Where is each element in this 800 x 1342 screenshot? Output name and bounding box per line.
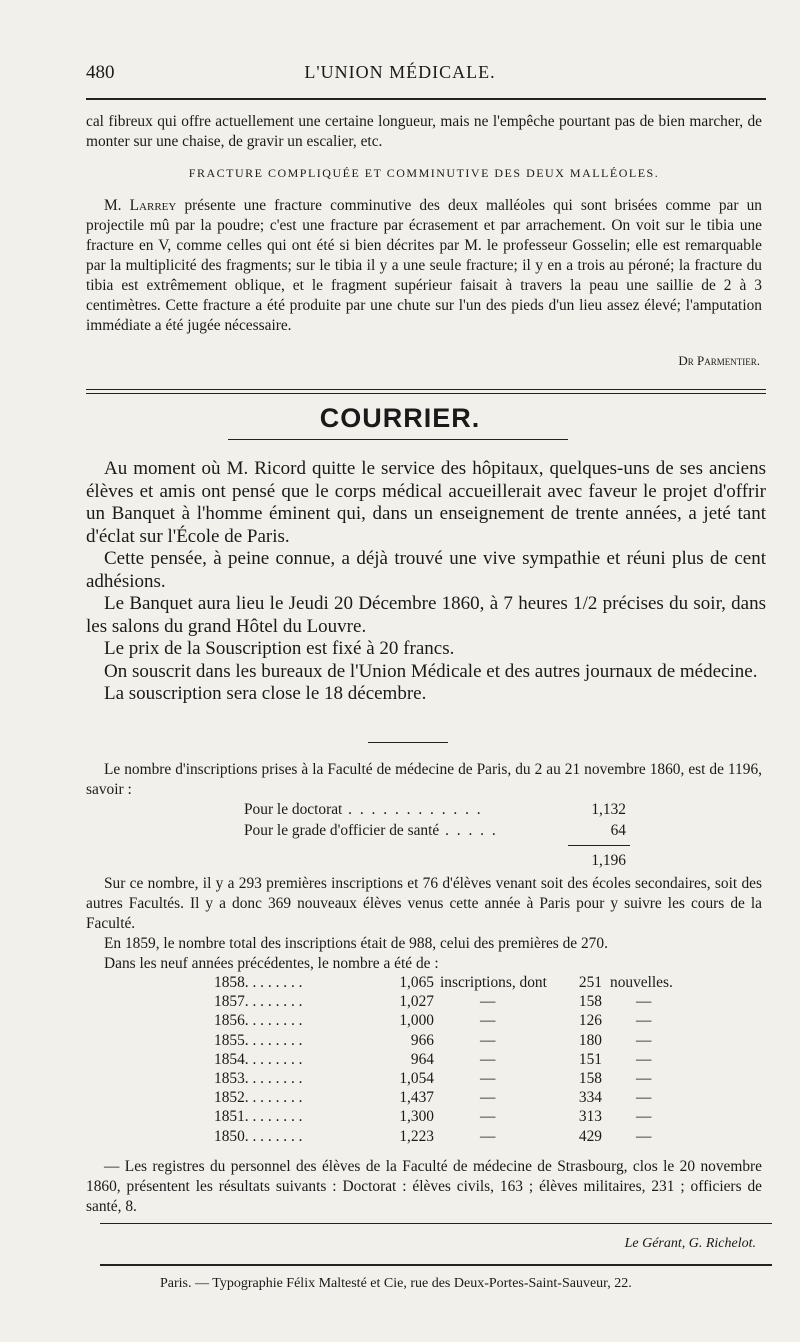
- new-cell: 251: [578, 974, 602, 991]
- courrier-underline: [228, 439, 568, 440]
- new-cell: 180: [578, 1031, 602, 1049]
- year-cell: 1858. . . . . . . .: [214, 974, 303, 991]
- total-cell: 1,437: [399, 1089, 434, 1107]
- year-cell: 1850. . . . . . . .: [214, 1127, 303, 1145]
- footer-rule-top: [100, 1223, 772, 1224]
- dash-cell: —: [636, 1089, 652, 1107]
- section-rule-bottom: [86, 393, 766, 394]
- dash-cell: —: [480, 1050, 496, 1068]
- new-cell: 313: [578, 1108, 602, 1126]
- total-cell: 1,223: [399, 1127, 434, 1145]
- year-cell: 1853. . . . . . . .: [214, 1070, 303, 1087]
- year-cell: 1855. . . . . . . .: [214, 1031, 303, 1049]
- author-name: M. Larrey: [104, 197, 177, 214]
- total-value: 1,196: [591, 852, 626, 869]
- officier-label: Pour le grade d'officier de santé: [244, 822, 440, 839]
- total-rule: [568, 845, 630, 846]
- total-cell: 1,027: [399, 993, 434, 1011]
- separator-short: [368, 742, 448, 743]
- doctorat-row: Pour le doctorat . . . . . . . . . . . .: [244, 801, 483, 818]
- courrier-paragraph: Le prix de la Souscription est fixé à 20 francs.: [104, 638, 455, 659]
- courrier-paragraph: La souscription sera close le 18 décembre.: [104, 683, 427, 704]
- years-table: [0, 974, 800, 1154]
- new-cell: 126: [578, 1012, 602, 1030]
- new-cell: 334: [578, 1089, 602, 1107]
- dash-cell: —: [636, 1070, 652, 1087]
- dash-cell: —: [480, 1127, 496, 1145]
- dash-cell: —: [636, 1127, 652, 1145]
- fracture-body: présente une fracture comminutive des deux malléoles qui sont brisées comme par un projectile mû par la poudre; c'est une fracture par écrasement et par arrachement. On voit sur le tibia une fracture en V, comme celles qui ont été si bien décrites par M. le professeur Gosselin; elle est remarquable par la multiplicité des fragments; sur le tibia il y a une seule fracture; il y en a trois au péroné; la fracture du tibia est extrêmement oblique, et le fragment supérieur faisait à travers la peau une saillie de 2 à 3 centimètres. Cette fracture a été produite par une chute sur l'un des pieds d'un lieu assez élevé; l'amputation immédiate a été jugée nécessaire.: [86, 197, 762, 334]
- new-cell: 158: [578, 1070, 602, 1087]
- year-cell: 1851. . . . . . . .: [214, 1108, 303, 1126]
- inscriptions-intro: Le nombre d'inscriptions prises à la Faculté de médecine de Paris, du 2 au 21 novembre 1860, est de 1196, savoir :: [86, 761, 762, 798]
- strasbourg-paragraph: — Les registres du personnel des élèves de la Faculté de médecine de Strasbourg, clos le 20 novembre 1860, présentent les résultats suivants : Doctorat : élèves civils, 163 ; élèves militaires, 231 ; officiers de santé, 8.: [86, 1158, 762, 1215]
- courrier-title: COURRIER.: [319, 403, 481, 433]
- courrier-paragraph: Cette pensée, à peine connue, a déjà trouvé une vive sympathie et réuni plus de cent adhésions.: [86, 548, 766, 592]
- dash-cell: —: [480, 1070, 496, 1087]
- gerant-line: Le Gérant, G. Richelot.: [624, 1236, 756, 1251]
- running-title: L'UNION MÉDICALE.: [304, 62, 496, 82]
- courrier-paragraph: On souscrit dans les bureaux de l'Union Médicale et des autres journaux de médecine.: [104, 660, 758, 682]
- inscriptions-text: Sur ce nombre, il y a 293 premières inscriptions et 76 d'élèves venant soit des écoles secondaires, soit des autres Facultés. Il y a donc 369 nouveaux élèves venus cette année à Paris pour y suivre les cours de la Faculté. En 1859, le nombre total des inscriptions était de 988, celui des premières de 270. Dans les neuf années précédentes, le nombre a été de :: [86, 875, 762, 972]
- new-cell: 151: [578, 1050, 602, 1068]
- section-heading: FRACTURE COMPLIQUÉE ET COMMINUTIVE DES DEUX MALLÉOLES.: [188, 166, 660, 180]
- year-cell: 1857. . . . . . . .: [214, 993, 303, 1011]
- total-cell: 1,065: [399, 974, 434, 991]
- dash-cell: —: [636, 1108, 652, 1126]
- year-cell: 1852. . . . . . . .: [214, 1089, 303, 1107]
- courrier-paragraph: Au moment où M. Ricord quitte le service des hôpitaux, quelques-uns de ses anciens élèves et amis ont pensé que le corps médical accueillerait avec faveur le projet d'offrir un Banquet à l'homme éminent qui, dans un enseignement de trente années, a jeté tant d'éclat sur l'École de Paris.: [86, 458, 766, 547]
- doctorat-value: 1,132: [591, 801, 626, 818]
- inscriptions-word: inscriptions, dont: [440, 974, 547, 991]
- courrier-text: [86, 458, 766, 706]
- total-cell: 1,300: [399, 1108, 434, 1126]
- dash-cell: —: [480, 1108, 496, 1126]
- header-rule: [86, 98, 766, 100]
- dash-cell: —: [636, 993, 652, 1011]
- officier-row: Pour le grade d'officier de santé . . . . .: [244, 822, 498, 839]
- section-rule-top: [86, 389, 766, 390]
- dash-cell: —: [480, 1012, 496, 1030]
- dash-cell: —: [636, 1012, 652, 1030]
- officier-value: 64: [610, 822, 626, 839]
- intro-paragraph: cal fibreux qui offre actuellement une certaine longueur, mais ne l'empêche pourtant pas de bien marcher, de monter sur une chaise, de gravir un escalier, etc.: [86, 113, 762, 150]
- year-cell: 1854. . . . . . . .: [214, 1050, 303, 1068]
- page-number: 480: [86, 62, 115, 83]
- courrier-paragraph: Le Banquet aura lieu le Jeudi 20 Décembre 1860, à 7 heures 1/2 précises du soir, dans les salons du grand Hôtel du Louvre.: [86, 593, 766, 637]
- fracture-paragraph: [86, 196, 762, 336]
- dash-cell: —: [636, 1031, 652, 1049]
- dash-cell: —: [636, 1050, 652, 1068]
- dash-cell: —: [480, 1089, 496, 1107]
- footer-rule-bottom: [100, 1264, 772, 1266]
- imprint-line: Paris. — Typographie Félix Maltesté et Cie, rue des Deux-Portes-Saint-Sauveur, 22.: [160, 1276, 632, 1291]
- total-cell: 1,000: [399, 1012, 434, 1030]
- new-cell: 158: [578, 993, 602, 1011]
- year-cell: 1856. . . . . . . .: [214, 1012, 303, 1030]
- dash-cell: —: [480, 1031, 496, 1049]
- dash-cell: —: [480, 993, 496, 1011]
- total-cell: 964: [410, 1050, 434, 1068]
- signature: Dr Parmentier.: [678, 353, 760, 368]
- total-cell: 966: [410, 1031, 434, 1049]
- total-cell: 1,054: [399, 1070, 434, 1087]
- new-cell: 429: [578, 1127, 602, 1145]
- doctorat-label: Pour le doctorat: [244, 801, 343, 818]
- nouvelles-word: nouvelles.: [610, 974, 673, 991]
